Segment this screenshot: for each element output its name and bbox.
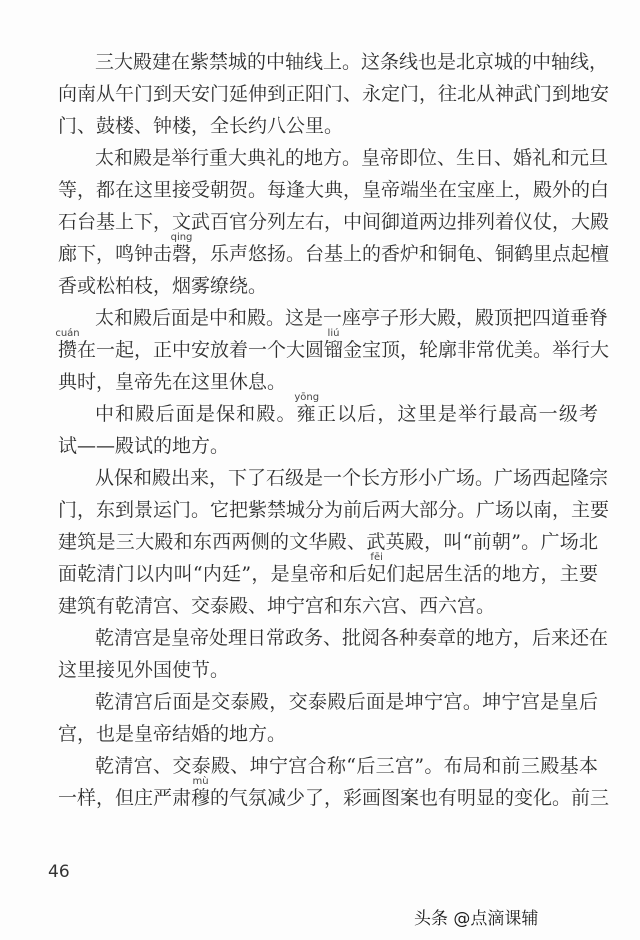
text-line: 等，都在这里接受朝贺。每逢大典，皇帝端坐在宝座上，殿外的白 [58, 179, 610, 201]
text-line: 向南从午门到天安门延伸到正阳门、永定门，往北从神武门到地安 [58, 83, 610, 105]
text-line: 试——殿试的地方。 [58, 435, 230, 457]
text-line: 乾清宫、交泰殿、坤宁宫合称“后三宫”。布局和前三殿基本 [95, 755, 598, 777]
watermark: 头条 @点滴课辅 [414, 909, 539, 929]
text-line: 廊下，鸣钟击磬，乐声悠扬。台基上的香炉和铜龟、铜鹤里点起檀 [58, 243, 610, 265]
pinyin-annotation: cuán [55, 328, 80, 339]
text-line: 香或松柏枝，烟雾缭绕。 [58, 275, 268, 297]
pinyin-annotation: fēi [370, 552, 383, 563]
paragraph [58, 692, 598, 744]
text-line: 攒在一起，正中安放着一个大圆镏金宝顶，轮廓非常优美。举行大 [58, 339, 610, 361]
text-line: 门，东到景运门。它把紫禁城分为前后两大部分。广场以南，主要 [58, 499, 610, 521]
text-line: 宫，也是皇帝结婚的地方。 [58, 723, 287, 745]
paragraph [58, 307, 610, 393]
text-line: 中和殿后面是保和殿。雍正以后，这里是举行最高一级考 [95, 403, 598, 425]
pinyin-annotation: mù [192, 776, 209, 787]
text-line: 乾清宫是皇帝处理日常政务、批阅各种奏章的地方，后来还在 [95, 627, 609, 649]
text-line: 太和殿是举行重大典礼的地方。皇帝即位、生日、婚礼和元旦 [95, 147, 609, 169]
text-line: 乾清宫后面是交泰殿，交泰殿后面是坤宁宫。坤宁宫是皇后 [95, 691, 598, 713]
paragraph [58, 51, 610, 137]
text-line: 典时，皇帝先在这里休息。 [58, 371, 287, 393]
text-line: 从保和殿出来，下了石级是一个长方形小广场。广场西起隆宗 [95, 467, 609, 489]
page-number: 46 [48, 862, 70, 882]
pinyin-annotation: liú [327, 328, 340, 339]
text-line: 三大殿建在紫禁城的中轴线上。这条线也是北京城的中轴线， [95, 51, 609, 73]
paragraph [58, 404, 598, 456]
text-line: 门、鼓楼、钟楼，全长约八公里。 [58, 115, 344, 137]
body-text [58, 40, 610, 809]
text-line: 一样，但庄严肃穆的气氛减少了，彩画图案也有明显的变化。前三 [58, 787, 610, 809]
text-line: 石台基上下，文武百官分列左右，中间御道两边排列着仪仗，大殿 [58, 211, 610, 233]
text-line: 面乾清门以内叫“内廷”，是皇帝和后妃们起居生活的地方，主要 [58, 563, 598, 585]
paragraph [58, 755, 610, 809]
text-line: 这里接见外国使节。 [58, 659, 230, 681]
paragraph [58, 147, 610, 297]
text-line: 建筑是三大殿和东西两侧的文华殿、武英殿，叫“前朝”。广场北 [58, 531, 598, 553]
paragraph [58, 467, 610, 617]
pinyin-annotation: qing [170, 232, 193, 243]
text-line: 建筑有乾清宫、交泰殿、坤宁宫和东六宫、西六宫。 [58, 595, 496, 617]
text-line: 太和殿后面是中和殿。这是一座亭子形大殿，殿顶把四道垂脊 [95, 307, 609, 329]
paragraph [58, 627, 609, 681]
pinyin-annotation: yōng [294, 392, 320, 403]
